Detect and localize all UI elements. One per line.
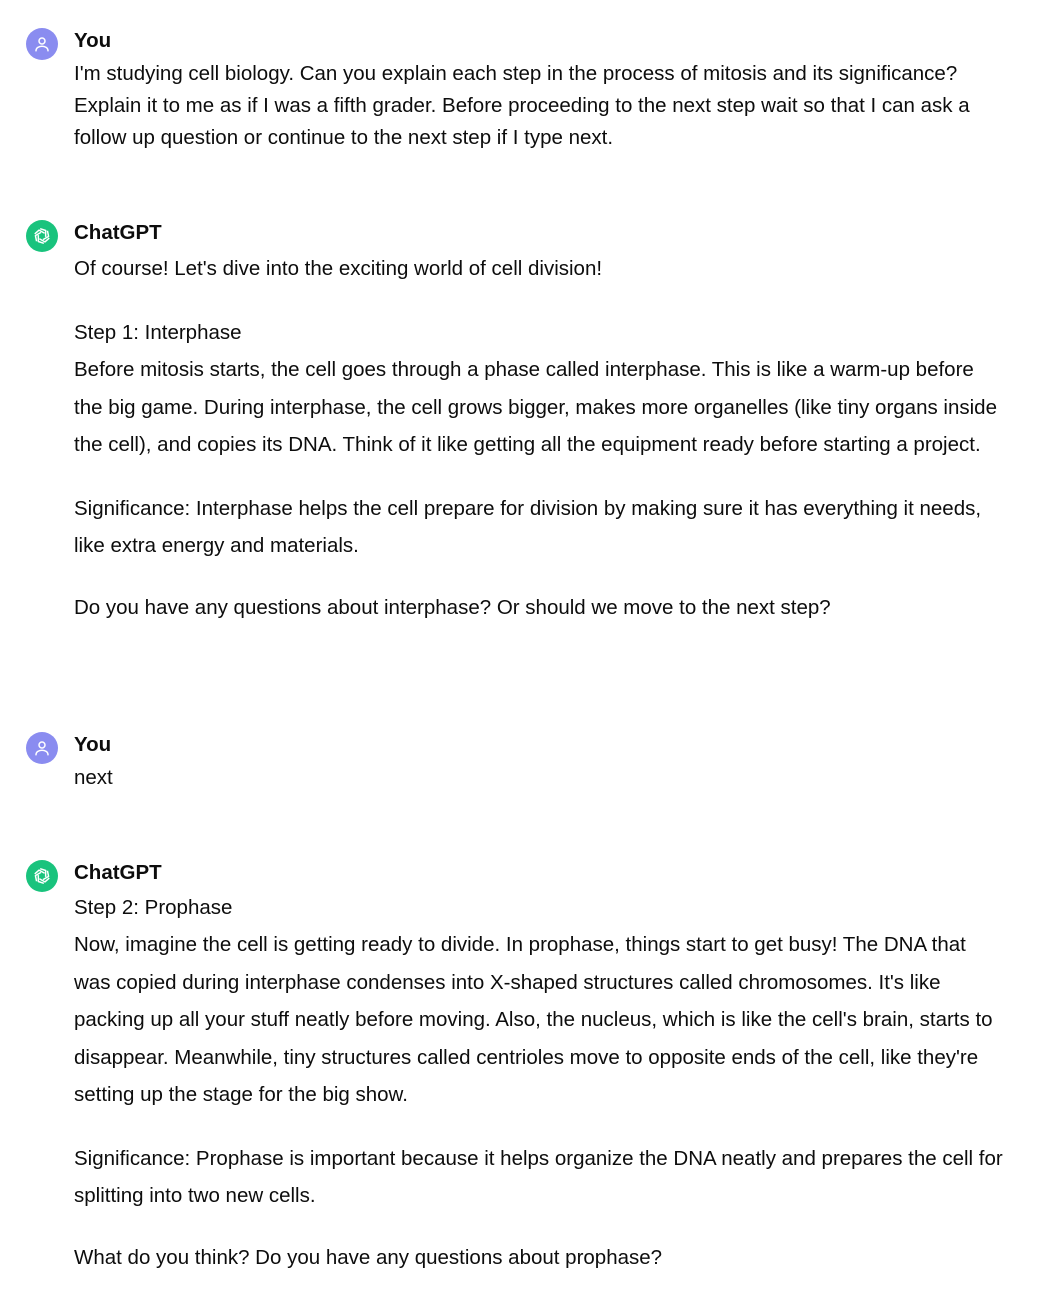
follow-up-question: Do you have any questions about interphase? Or should we move to the next step?	[74, 595, 831, 619]
assistant-avatar	[26, 220, 58, 252]
step-significance: Significance: Prophase is important because it helps organize the DNA neatly and prepares the cell for splitting into two new cells.	[74, 1146, 1003, 1207]
step-title: Step 2: Prophase	[74, 896, 233, 919]
message-author: You	[74, 29, 112, 52]
user-avatar	[26, 732, 58, 764]
openai-logo-icon	[31, 865, 53, 887]
step-body: Before mitosis starts, the cell goes through a phase called interphase. This is like a warm-up before the big game. During interphase, the cell grows bigger, makes more organelles (like tiny organs inside the cell), and copies its DNA. Think of it like getting all the equipment ready before starting a project.	[74, 358, 997, 456]
message-text: I'm studying cell biology. Can you explain each step in the process of mitosis and its significance? Explain it to me as if I was a fifth grader. Before proceeding to the next step wait so that I can ask a follow up question or continue to the next step if I type next.	[74, 62, 970, 149]
step-body: Now, imagine the cell is getting ready to divide. In prophase, things start to get busy! The DNA that was copied during interphase condenses into X-shaped structures called chromosomes. It's like packing up all your stuff neatly before moving. Also, the nucleus, which is like the cell's brain, starts to disappear. Meanwhile, tiny structures called centrioles move to opposite ends of the cell, like they're setting up the stage for the big show.	[74, 933, 993, 1106]
step-significance: Significance: Interphase helps the cell prepare for division by making sure it has everything it needs, like extra energy and materials.	[74, 496, 982, 557]
message-author: You	[74, 733, 112, 756]
step-title: Step 1: Interphase	[74, 321, 242, 344]
message-author: ChatGPT	[74, 221, 162, 244]
message-author: ChatGPT	[74, 861, 162, 884]
openai-logo-icon	[31, 225, 53, 247]
assistant-avatar	[26, 860, 58, 892]
message-text: next	[74, 766, 113, 789]
follow-up-question: What do you think? Do you have any questions about prophase?	[74, 1245, 663, 1269]
user-icon	[33, 739, 51, 757]
message-intro: Of course! Let's dive into the exciting world of cell division!	[74, 257, 603, 280]
user-avatar	[26, 28, 58, 60]
user-icon	[33, 35, 51, 53]
